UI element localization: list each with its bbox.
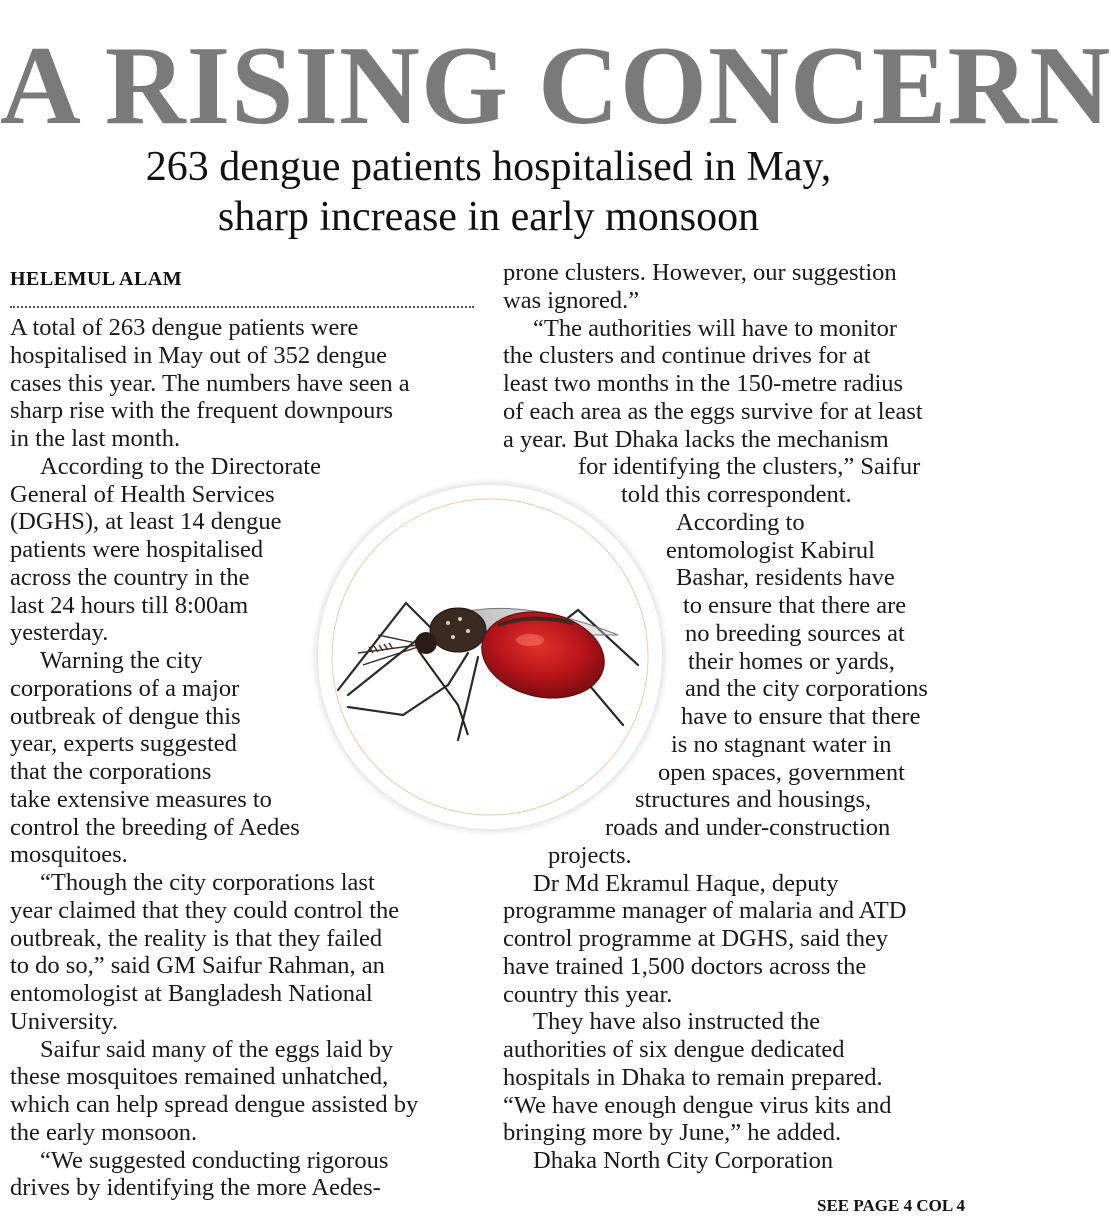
- article-line: “Though the city corporations last: [40, 869, 375, 896]
- article-line: University.: [10, 1007, 118, 1035]
- article-line: drives by identifying the more Aedes-: [10, 1174, 381, 1202]
- article-line: mosquitoes.: [10, 841, 128, 869]
- article-line: Dr Md Ekramul Haque, deputy: [533, 869, 839, 897]
- article-line: projects.: [548, 841, 632, 869]
- article-line: the early monsoon.: [10, 1118, 198, 1146]
- article-line: programme manager of malaria and ATD: [503, 897, 907, 925]
- article-line: and the city corporations: [685, 675, 928, 703]
- article-line: According to the Directorate: [40, 452, 321, 480]
- article-line: no breeding sources at: [685, 619, 905, 647]
- article-line: which can help spread dengue assisted by: [10, 1091, 419, 1118]
- article-line: have trained 1,500 doctors across the: [503, 952, 867, 980]
- article-line: take extensive measures to: [10, 785, 272, 813]
- article-line: in the last month.: [10, 425, 181, 452]
- article-line: year, experts suggested: [10, 730, 237, 758]
- article-line: Bashar, residents have: [676, 564, 895, 592]
- headline: A RISING CONCERN: [0, 24, 1111, 148]
- article-line: country this year.: [503, 980, 673, 1008]
- article-line: that the corporations: [10, 758, 212, 785]
- article-line: hospitals in Dhaka to remain prepared.: [503, 1063, 883, 1091]
- article-line: bringing more by June,” he added.: [503, 1119, 842, 1147]
- article-line: (DGHS), at least 14 dengue: [10, 508, 282, 536]
- article-line: control programme at DGHS, said they: [503, 925, 889, 952]
- article-line: General of Health Services: [10, 480, 275, 508]
- article-line: open spaces, government: [658, 758, 905, 786]
- article-line: for identifying the clusters,” Saifur: [578, 453, 921, 481]
- article-line: their homes or yards,: [688, 647, 895, 675]
- article-line: is no stagnant water in: [671, 730, 892, 758]
- article-line: Warning the city: [40, 647, 203, 674]
- article-line: They have also instructed the: [533, 1008, 821, 1036]
- article-line: to do so,” said GM Saifur Rahman, an: [10, 952, 385, 980]
- article-line: control the breeding of Aedes: [10, 813, 300, 841]
- article-line: outbreak of dengue this: [10, 702, 241, 730]
- article-line: yesterday.: [10, 619, 109, 647]
- article-line: “The authorities will have to monitor: [533, 314, 898, 342]
- article-line: sharp rise with the frequent downpours: [10, 397, 394, 425]
- article-line: across the country in the: [10, 563, 250, 591]
- article-line: was ignored.”: [503, 286, 640, 314]
- article-line: A total of 263 dengue patients were: [10, 314, 359, 341]
- article-line: corporations of a major: [10, 674, 240, 702]
- article-line: least two months in the 150-metre radius: [503, 370, 904, 397]
- mosquito-illustration: [318, 485, 662, 829]
- article-line: these mosquitoes remained unhatched,: [10, 1063, 389, 1091]
- article-line: have to ensure that there: [681, 703, 921, 730]
- subheadline-line: sharp increase in early monsoon: [217, 194, 760, 240]
- article-line: told this correspondent.: [621, 481, 852, 508]
- article-line: hospitalised in May out of 352 dengue: [10, 341, 387, 369]
- article-line: outbreak, the reality is that they failed: [10, 924, 383, 952]
- subheadline: [0, 142, 977, 242]
- article-line: cases this year. The numbers have seen a: [10, 369, 410, 397]
- article-line: Saifur said many of the eggs laid by: [40, 1035, 394, 1063]
- byline: HELEMUL ALAM: [10, 268, 183, 290]
- article-line: of each area as the eggs survive for at least: [503, 397, 923, 425]
- article-line: to ensure that there are: [683, 592, 907, 619]
- article-line: authorities of six dengue dedicated: [503, 1036, 845, 1063]
- article-line: prone clusters. However, our suggestion: [503, 259, 897, 286]
- see-page-reference: SEE PAGE 4 COL 4: [817, 1196, 965, 1215]
- article-line: patients were hospitalised: [10, 536, 264, 563]
- article-line: roads and under-construction: [605, 814, 891, 841]
- article-line: a year. But Dhaka lacks the mechanism: [503, 425, 889, 453]
- subheadline-line: 263 dengue patients hospitalised in May,: [145, 144, 832, 190]
- article-line: entomologist Kabirul: [666, 536, 875, 564]
- article-line: year claimed that they could control the: [10, 896, 400, 924]
- article-line: “We suggested conducting rigorous: [40, 1146, 389, 1174]
- article-line: Dhaka North City Corporation: [533, 1147, 834, 1174]
- article-line: last 24 hours till 8:00am: [10, 591, 249, 619]
- article-line: structures and housings,: [635, 786, 872, 814]
- article-line: According to: [676, 508, 805, 536]
- article-line: entomologist at Bangladesh National: [10, 980, 373, 1007]
- mosquito-photo: [318, 485, 662, 829]
- byline-divider: [10, 306, 474, 308]
- article-line: the clusters and continue drives for at: [503, 342, 871, 370]
- article-line: “We have enough dengue virus kits and: [503, 1091, 892, 1119]
